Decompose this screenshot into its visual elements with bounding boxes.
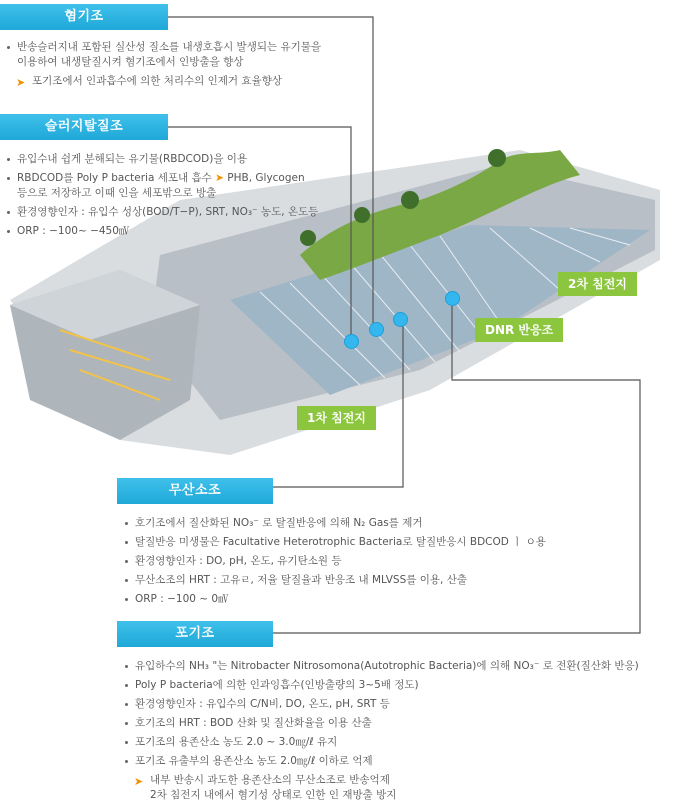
aeration-item: 환경영향인자 : 유입수의 C/N비, DO, 온도, pH, SRT 등 [124,697,639,712]
aeration-item: 호기조의 HRT : BOD 산화 및 질산화율을 이용 산출 [124,716,639,731]
arrow-icon: ➤ [134,775,144,788]
header-anoxic: 무산소조 [117,478,273,504]
sludge-denit-item: 환경영향인자 : 유입수 성상(BOD/T−P), SRT, NO₃⁻ 농도, 온도등 [6,205,318,220]
block-anoxic-top [6,40,321,93]
arrow-icon: ➤ [16,76,26,89]
label-secondary-clarifier: 2차 침전지 [558,272,637,296]
block-aeration [124,659,639,803]
aeration-item: 포기조 유출부의 용존산소 농도 2.0㎎/ℓ 이하로 억제 [124,754,639,769]
anoxic-item: ORP : −100 ~ 0㎷ [124,592,546,607]
header-sludge-denit: 슬러지탈질조 [0,114,168,140]
header-anoxic-top: 혐기조 [0,4,168,30]
block-anoxic [124,516,546,611]
anoxic-top-sub: ➤ 포기조에서 인과흡수에 의한 처리수의 인제거 효율향상 [16,75,282,89]
sludge-denit-item: 유입수내 쉽게 분해되는 유기물(RBDCOD)을 이용 [6,152,318,167]
anoxic-item: 호기조에서 질산화된 NO₃⁻ 로 탈질반응에 의해 N₂ Gas를 제거 [124,516,546,531]
anoxic-item: 환경영향인자 : DO, pH, 온도, 유기탄소원 등 [124,554,546,569]
anoxic-top-item: 반송슬러지내 포함된 실산성 질소를 내생호흡시 발생되는 유기물을 이용하여 내생탈질시켜 혐기조에서 인방출을 향상 [6,40,321,70]
marker-dot-anoxic [393,312,408,327]
aeration-sub: ➤ 내부 반송시 과도한 용존산소의 무산소조로 반송억제 2차 침전지 내에서 혐기성 상태로 인한 인 재방출 방지 [134,774,397,801]
anoxic-item: 무산소조의 HRT : 고유ㄹ, 저율 탈질율과 반응조 내 MLVSS를 이용, 산출 [124,573,546,588]
aeration-item: 포기조의 용존산소 농도 2.0 ~ 3.0㎎/ℓ 유지 [124,735,639,750]
block-sludge-denit [6,152,318,243]
marker-dot-sludge-denit [344,334,359,349]
arrow-icon: ➤ [215,172,224,184]
anoxic-item: 탈질반응 미생물은 Facultative Heterotrophic Bacteria로 탈질반응시 BDCOD ㅣ ㅇ용 [124,535,546,550]
sludge-denit-item: RBDCOD를 Poly P bacteria 세포내 흡수 ➤ PHB, Glycogen 등으로 저장하고 이때 인을 세포밖으로 방출 [6,171,318,201]
label-dnr: DNR 반응조 [475,318,563,342]
aeration-item: Poly P bacteria에 의한 인과잉흡수(인방출량의 3~5배 정도) [124,678,639,693]
header-aeration: 포기조 [117,621,273,647]
label-primary-clarifier: 1차 침전지 [297,406,376,430]
marker-dot-aeration [445,291,460,306]
sludge-denit-item: ORP : −100~ −450㎷ [6,224,318,239]
aeration-item: 유입하수의 NH₃ "는 Nitrobacter Nitrosomona(Autotrophic Bacteria)에 의해 NO₃⁻ 로 전환(질산화 반응) [124,659,639,674]
marker-dot-anoxic-top [369,322,384,337]
